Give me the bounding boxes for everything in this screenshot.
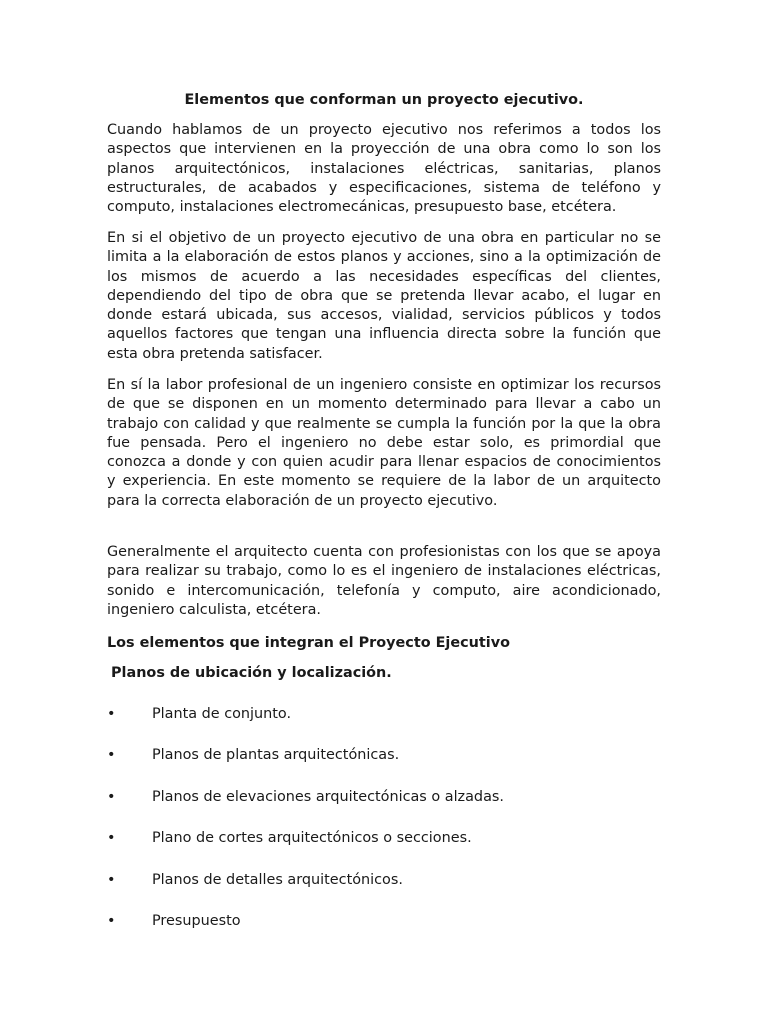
list-item-text: Planos de elevaciones arquitectónicas o alzadas.	[152, 788, 504, 805]
list-item-text: Plano de cortes arquitectónicos o secciones.	[152, 830, 472, 847]
bullet-icon: •	[107, 830, 116, 847]
list-item	[107, 828, 661, 848]
list-item	[107, 745, 661, 765]
paragraph-objective: En si el objetivo de un proyecto ejecutivo de una obra en particular no se limita a la elaboración de estos planos y acciones, sino a la optimización de los mismos de acuerdo a las necesidades específicas del clientes, dependiendo del tipo de obra que se pretenda llevar acabo, el lugar en donde estará ubicada, sus accesos, vialidad, servicios públicos y todos aquellos factores que tengan una influencia directa sobre la función que esta obra pretenda satisfacer.	[107, 230, 661, 362]
section-heading: Los elementos que integran el Proyecto Ejecutivo	[107, 635, 510, 651]
paragraph-intro: Cuando hablamos de un proyecto ejecutivo nos referimos a todos los aspectos que intervienen en la proyección de una obra como lo son los planos arquitectónicos, instalaciones eléctricas, sanitarias, planos estructurales, de acabados y especificaciones, sistema de teléfono y computo, instalaciones electromecánicas, presupuesto base, etcétera.	[107, 122, 661, 216]
bullet-icon: •	[107, 912, 116, 929]
bullet-icon: •	[107, 871, 116, 888]
list-item-text: Planos de detalles arquitectónicos.	[152, 871, 403, 888]
list-item	[107, 870, 661, 890]
list-item-text: Presupuesto	[152, 912, 241, 929]
subsection-heading: Planos de ubicación y localización.	[111, 665, 392, 681]
list-item-text: Planos de plantas arquitectónicas.	[152, 747, 400, 764]
elements-list	[107, 704, 661, 952]
bullet-icon: •	[107, 788, 116, 805]
document-title: Elementos que conforman un proyecto ejecutivo.	[184, 92, 584, 108]
list-item	[107, 911, 661, 931]
list-item	[107, 787, 661, 807]
list-item	[107, 704, 661, 724]
paragraph-engineer-role: En sí la labor profesional de un ingeniero consiste en optimizar los recursos de que se disponen en un momento determinado para llevar a cabo un trabajo con calidad y que realmente se cumpla la función por la que la obra fue pensada. Pero el ingeniero no debe estar solo, es primordial que conozca a donde y con quien acudir para llenar espacios de conocimientos y experiencia. En este momento se requiere de la labor de un arquitecto para la correcta elaboración de un proyecto ejecutivo.	[107, 377, 661, 509]
bullet-icon: •	[107, 747, 116, 764]
paragraph-architect-team: Generalmente el arquitecto cuenta con profesionistas con los que se apoya para realizar su trabajo, como lo es el ingeniero de instalaciones eléctricas, sonido e intercomunicación, telefonía y computo, aire acondicionado, ingeniero calculista, etcétera.	[107, 544, 661, 618]
bullet-icon: •	[107, 706, 116, 722]
list-item-text: Planta de conjunto.	[152, 706, 292, 722]
